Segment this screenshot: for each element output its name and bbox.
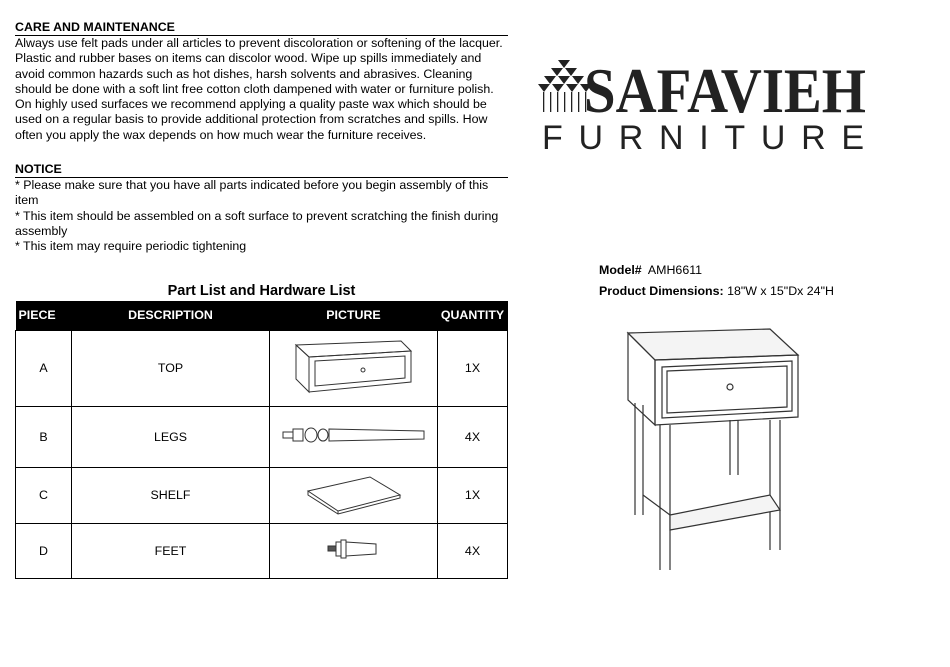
table-row	[16, 523, 508, 578]
quantity-cell: 1X	[438, 330, 508, 406]
picture-cell	[270, 406, 438, 467]
care-heading: CARE AND MAINTENANCE	[15, 20, 508, 36]
piece-cell: C	[16, 467, 72, 523]
safavieh-logo	[538, 56, 868, 161]
description-cell: FEET	[72, 523, 270, 578]
logo-mark-icon	[538, 56, 868, 156]
picture-cell	[270, 330, 438, 406]
svg-text:FURNITURE: FURNITURE	[542, 119, 864, 156]
leg-icon	[279, 423, 429, 447]
piece-cell: D	[16, 523, 72, 578]
quantity-cell: 4X	[438, 406, 508, 467]
model-label: Model#	[599, 263, 642, 277]
model-value: AMH6611	[647, 263, 703, 277]
notice-item: * This item may require periodic tightening	[15, 239, 247, 254]
svg-text:SAFAVIEH: SAFAVIEH	[584, 56, 866, 126]
notice-heading: NOTICE	[15, 162, 508, 178]
table-row	[16, 467, 508, 523]
picture-cell	[270, 523, 438, 578]
foot-icon	[324, 537, 384, 561]
col-quantity: QUANTITY	[438, 301, 508, 330]
piece-cell: B	[16, 406, 72, 467]
top-drawer-icon	[291, 337, 416, 397]
notice-section	[15, 162, 508, 254]
table-header	[16, 301, 508, 330]
care-text: Always use felt pads under all articles to prevent discoloration or softening of the lacquer. Plastic and rubber bases on items can discolor wood. Wipe up spills immediately and avoid common hazards such as hot dishes, harsh solvents and abrasives. Cleaning should be done with a soft lint free cotton cloth dampened with water or furniture polish. On highly used surfaces we recommend applying a quality paste wax which should be used on a regular basis to provide additional protection from scratches and spills. How often you apply the wax depends on how much wear the furniture receives.	[15, 36, 503, 142]
description-cell: LEGS	[72, 406, 270, 467]
description-cell: SHELF	[72, 467, 270, 523]
notice-item: * Please make sure that you have all parts indicated before you begin assembly of this item	[15, 178, 489, 208]
dimensions-label: Product Dimensions:	[599, 284, 724, 298]
part-list-table	[15, 301, 508, 579]
nightstand-illustration	[620, 325, 805, 580]
col-piece: PIECE	[16, 301, 72, 330]
shelf-icon	[304, 473, 404, 515]
notice-item: * This item should be assembled on a soft surface to prevent scratching the finish during assembly	[15, 208, 499, 238]
quantity-cell: 4X	[438, 523, 508, 578]
model-line	[599, 263, 702, 277]
part-list-title: Part List and Hardware List	[167, 283, 356, 299]
dimensions-value: 18"W x 15"Dx 24"H	[727, 284, 834, 298]
col-description: DESCRIPTION	[72, 301, 270, 330]
picture-cell	[270, 467, 438, 523]
dimensions-line	[599, 284, 834, 298]
description-cell: TOP	[72, 330, 270, 406]
piece-cell: A	[16, 330, 72, 406]
table-row	[16, 406, 508, 467]
table-row	[16, 330, 508, 406]
care-section	[15, 20, 508, 143]
quantity-cell: 1X	[438, 467, 508, 523]
col-picture: PICTURE	[270, 301, 438, 330]
